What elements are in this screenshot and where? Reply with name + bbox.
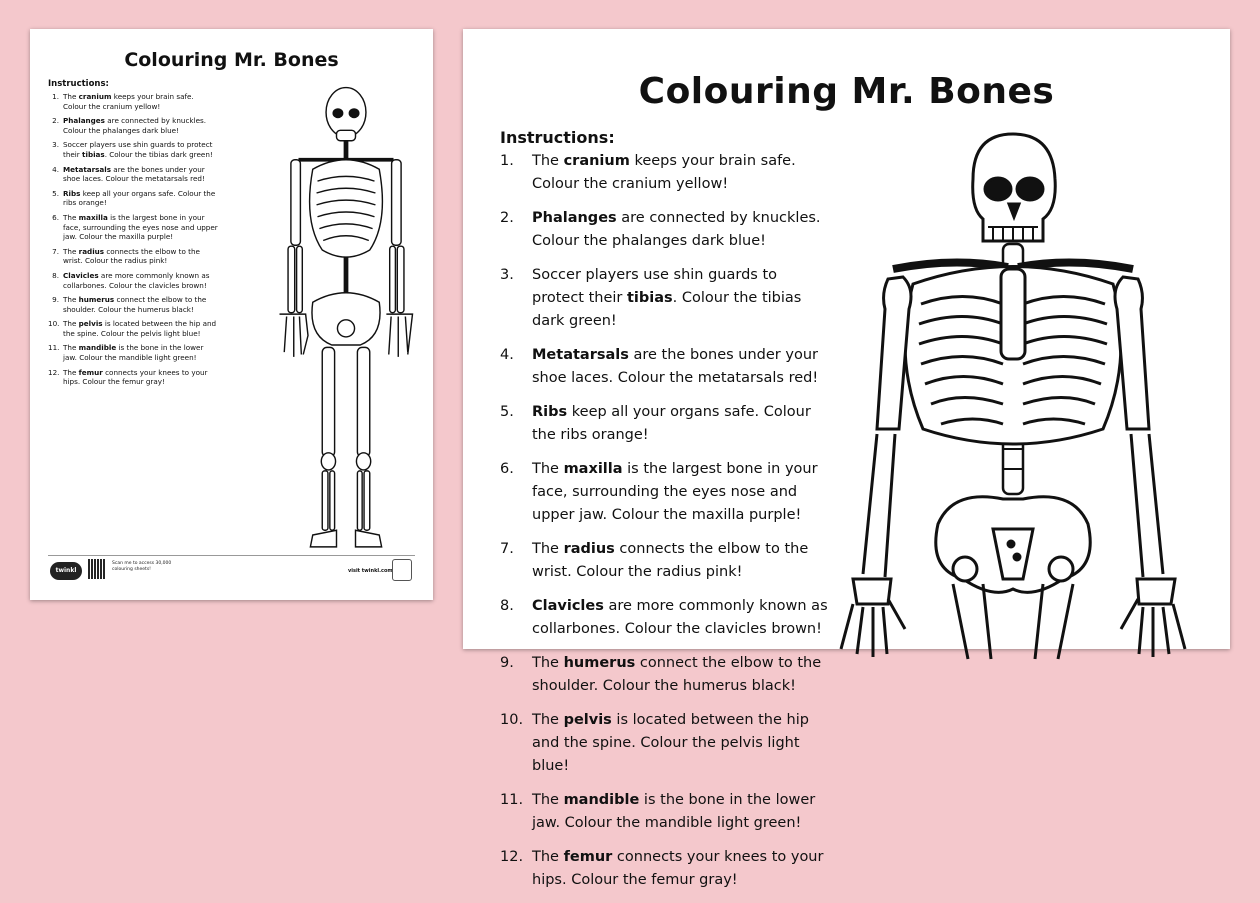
instruction-keyword: humerus: [563, 655, 636, 671]
instruction-text: [532, 207, 832, 253]
instruction-text-post: is the largest bone in your face, surrounding the eyes nose and upper jaw. Colour the maxilla purple!: [532, 461, 818, 523]
instruction-number: 1.: [52, 92, 59, 101]
instruction-item: [500, 458, 840, 527]
instruction-item: [500, 264, 840, 333]
instruction-text: [63, 295, 218, 314]
instruction-keyword: cranium: [78, 92, 112, 101]
instruction-number: 7.: [52, 246, 59, 256]
footer-promo-text: Scan me to access 30,000 colouring sheets!: [112, 561, 172, 572]
instruction-keyword: Ribs: [532, 404, 568, 420]
instruction-keyword: pelvis: [78, 319, 103, 329]
instruction-keyword: maxilla: [563, 461, 623, 477]
instruction-keyword: mandible: [78, 343, 117, 353]
instruction-text-post: keep all your organs safe. Colour the ribs orange!: [63, 188, 216, 208]
instruction-text: [532, 595, 832, 641]
small-instruction-item: [48, 116, 248, 135]
instruction-number: 3.: [500, 267, 514, 283]
instruction-text-post: connects the elbow to the wrist. Colour the radius pink!: [532, 541, 809, 580]
instruction-number: 10.: [48, 319, 60, 329]
instruction-keyword: radius: [563, 541, 615, 557]
instruction-keyword: Phalanges: [532, 210, 617, 226]
small-instruction-item: [48, 319, 248, 338]
instruction-text: [532, 652, 832, 698]
instruction-keyword: Ribs: [63, 188, 81, 198]
instruction-item: [500, 207, 840, 253]
instruction-text-pre: The: [63, 343, 79, 353]
instruction-item: [500, 709, 840, 778]
instruction-keyword: Metatarsals: [63, 164, 112, 174]
instruction-item: [500, 789, 840, 835]
small-instruction-item: [48, 140, 248, 159]
instruction-item: [500, 538, 840, 584]
small-instruction-item: [48, 213, 248, 242]
instruction-keyword: femur: [563, 849, 613, 865]
instruction-text: [63, 116, 218, 135]
instruction-keyword: mandible: [563, 792, 640, 808]
instruction-number: 2.: [52, 116, 59, 126]
instruction-text: [532, 344, 832, 390]
instructions-heading: Instructions:: [500, 128, 615, 147]
instruction-text-post: are connected by knuckles. Colour the phalanges dark blue!: [532, 210, 821, 249]
skeleton-illustration-small: [256, 79, 436, 554]
instruction-text-pre: The: [532, 792, 564, 808]
instruction-text: [532, 150, 832, 196]
instruction-keyword: radius: [78, 246, 105, 256]
instruction-text-post: are the bones under your shoe laces. Colour the metatarsals red!: [532, 347, 819, 386]
instruction-text-pre: The: [63, 367, 79, 377]
instruction-text-post: is located between the hip and the spine. Colour the pelvis light blue!: [63, 319, 217, 338]
instruction-text-post: is the bone in the lower jaw. Colour the mandible light green!: [63, 343, 204, 363]
instruction-text-pre: The: [63, 319, 79, 329]
instruction-number: 3.: [52, 140, 59, 150]
instruction-text-post: connect the elbow to the shoulder. Colour the humerus black!: [63, 295, 207, 314]
instruction-number: 4.: [52, 164, 59, 174]
instruction-text: [63, 140, 218, 159]
instruction-text: [532, 846, 832, 892]
instruction-number: 9.: [52, 295, 59, 305]
instruction-keyword: Clavicles: [532, 598, 604, 614]
instruction-text-pre: The: [63, 212, 79, 222]
qr-code-icon: [88, 559, 106, 579]
small-instruction-item: [48, 343, 248, 362]
small-instruction-item: [48, 271, 248, 290]
skeleton-icon: [280, 88, 413, 547]
instruction-text: [532, 709, 832, 778]
instructions-list-small: [48, 92, 248, 392]
instruction-keyword: maxilla: [78, 212, 108, 222]
instruction-keyword: femur: [78, 367, 103, 377]
instruction-text-post: is the bone in the lower jaw. Colour the mandible light green!: [532, 792, 816, 831]
instruction-number: 6.: [500, 461, 514, 477]
small-instruction-item: [48, 295, 248, 314]
instruction-text: [532, 789, 832, 835]
instruction-text-pre: The: [63, 92, 79, 101]
small-instruction-item: [48, 92, 248, 111]
instruction-text-pre: The: [532, 655, 564, 671]
instruction-text-pre: The: [532, 849, 564, 865]
instruction-keyword: humerus: [78, 295, 115, 305]
instruction-text: [63, 189, 218, 208]
instructions-heading-small: Instructions:: [48, 79, 109, 89]
instruction-keyword: Clavicles: [63, 270, 99, 280]
instruction-number: 11.: [500, 792, 524, 808]
instruction-text: [63, 271, 218, 290]
instruction-text: [532, 458, 832, 527]
instruction-text: [532, 401, 832, 447]
instruction-number: 8.: [52, 270, 59, 280]
twinkl-logo-icon: twinkl: [50, 562, 82, 580]
instruction-item: [500, 150, 840, 196]
instruction-text-post: keep all your organs safe. Colour the ribs orange!: [532, 404, 811, 443]
instruction-text-post: . Colour the tibias dark green!: [104, 149, 213, 159]
instruction-number: 10.: [500, 712, 524, 728]
instruction-text-post: keeps your brain safe. Colour the cranium yellow!: [532, 153, 796, 192]
instruction-keyword: cranium: [563, 153, 630, 169]
instruction-item: [500, 846, 840, 892]
instruction-text: [532, 264, 832, 333]
worksheet-page-large: [463, 29, 1230, 888]
instruction-number: 12.: [48, 367, 60, 377]
instruction-text-post: are connected by knuckles. Colour the phalanges dark blue!: [63, 116, 207, 135]
instruction-text-pre: The: [63, 295, 79, 305]
footer-url: visit twinkl.com: [348, 568, 393, 574]
instruction-text-post: . Colour the tibias dark green!: [532, 290, 802, 329]
instruction-text: [63, 247, 218, 266]
page-title: Colouring Mr. Bones: [638, 71, 1055, 112]
instruction-text-post: is located between the hip and the spine. Colour the pelvis light blue!: [532, 712, 809, 774]
instruction-number: 6.: [52, 212, 59, 222]
page-title-small: Colouring Mr. Bones: [124, 49, 339, 71]
worksheet-preview-small: [30, 29, 433, 600]
instruction-number: 7.: [500, 541, 514, 557]
instruction-text: [63, 92, 218, 111]
instruction-text-post: are more commonly known as collarbones. Colour the clavicles brown!: [63, 270, 210, 290]
instruction-keyword: Phalanges: [63, 116, 105, 126]
instruction-item: [500, 652, 840, 698]
instruction-number: 5.: [500, 404, 514, 420]
instruction-item: [500, 344, 840, 390]
skeleton-illustration: [833, 129, 1193, 659]
footer-divider: [48, 555, 415, 556]
instruction-text-post: are the bones under your shoe laces. Colour the metatarsals red!: [63, 164, 205, 184]
instruction-number: 4.: [500, 347, 514, 363]
instruction-text-post: is the largest bone in your face, surrounding the eyes nose and upper jaw. Colour the maxilla purple!: [63, 212, 218, 242]
instruction-keyword: Metatarsals: [532, 347, 629, 363]
instruction-text-post: connects your knees to your hips. Colour the femur gray!: [63, 367, 208, 387]
instruction-text-post: connect the elbow to the shoulder. Colour the humerus black!: [532, 655, 822, 694]
instruction-text-pre: The: [532, 461, 564, 477]
instruction-text-pre: The: [63, 246, 79, 256]
instruction-number: 8.: [500, 598, 514, 614]
quality-badge-icon: [392, 559, 412, 581]
instruction-text: [532, 538, 832, 584]
instruction-text: [63, 343, 218, 362]
instruction-number: 12.: [500, 849, 524, 865]
instruction-text-pre: The: [532, 153, 564, 169]
instruction-number: 11.: [48, 343, 60, 353]
instruction-keyword: pelvis: [563, 712, 612, 728]
instruction-number: 2.: [500, 210, 514, 226]
instruction-item: [500, 595, 840, 641]
skeleton-icon-large: [841, 134, 1185, 659]
small-instruction-item: [48, 165, 248, 184]
instruction-item: [500, 401, 840, 447]
instruction-keyword: tibias: [82, 149, 105, 159]
instruction-keyword: tibias: [627, 290, 673, 306]
instruction-text-post: connects the elbow to the wrist. Colour the radius pink!: [63, 246, 200, 266]
small-instruction-item: [48, 189, 248, 208]
instruction-text-post: connects your knees to your hips. Colour the femur gray!: [532, 849, 824, 888]
instructions-list: [500, 150, 840, 903]
instruction-text: [63, 319, 218, 338]
instruction-number: 1.: [500, 153, 514, 169]
small-instruction-item: [48, 368, 248, 387]
instruction-text-pre: The: [532, 712, 564, 728]
instruction-text: [63, 165, 218, 184]
instruction-text-post: keeps your brain safe. Colour the cranium yellow!: [63, 92, 194, 111]
instruction-text: [63, 213, 218, 242]
instruction-text: [63, 368, 218, 387]
instruction-text-post: are more commonly known as collarbones. Colour the clavicles brown!: [532, 598, 828, 637]
small-instruction-item: [48, 247, 248, 266]
instruction-text-pre: Soccer players use shin guards to protect their: [532, 267, 778, 306]
instruction-number: 5.: [52, 188, 59, 198]
instruction-text-pre: The: [532, 541, 564, 557]
instruction-text-pre: Soccer players use shin guards to protect their: [63, 140, 213, 159]
instruction-number: 9.: [500, 655, 514, 671]
